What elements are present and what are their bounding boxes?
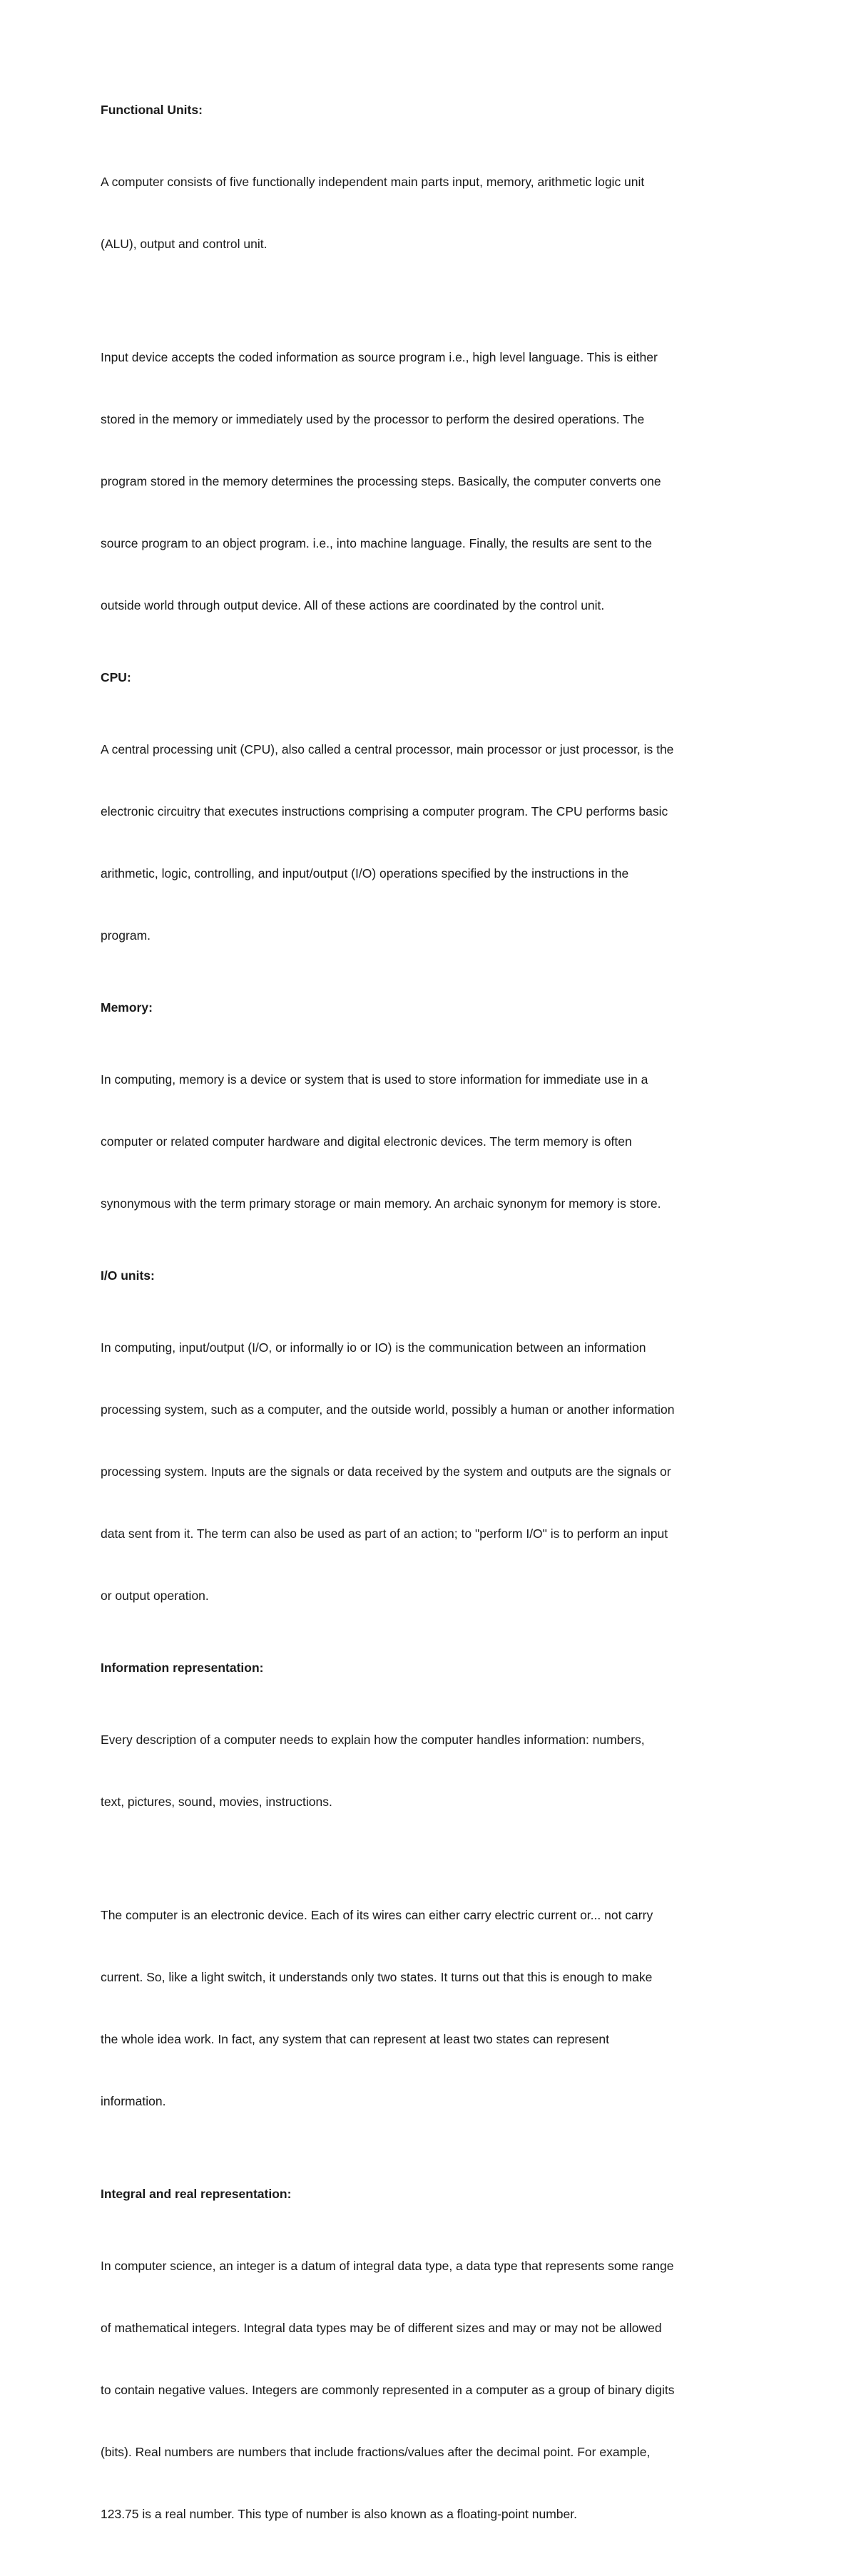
text-line: source program to an object program. i.e., into machine language. Finally, the results are sent to the	[101, 536, 653, 550]
paragraph	[101, 130, 755, 296]
text-line: A central processing unit (CPU), also called a central processor, main processor or just processor, is the	[101, 742, 674, 756]
text-line: In computing, input/output (I/O, or informally io or IO) is the communication between an information	[101, 1340, 646, 1355]
text-line: electronic circuitry that executes instructions comprising a computer program. The CPU performs basic	[101, 804, 668, 819]
text-line: information.	[101, 2094, 166, 2108]
paragraph	[101, 1864, 755, 2153]
text-line: stored in the memory or immediately used by the processor to perform the desired operations. The	[101, 412, 645, 426]
paragraph	[101, 2215, 755, 2566]
section-heading: I/O units:	[101, 1268, 155, 1283]
blank-line	[101, 2163, 755, 2184]
paragraph	[101, 698, 755, 987]
section-heading: Information representation:	[101, 1661, 264, 1675]
text-line: current. So, like a light switch, it understands only two states. It turns out that this is enough to make	[101, 1970, 653, 1984]
text-line: synonymous with the term primary storage or main memory. An archaic synonym for memory is store.	[101, 1196, 661, 1211]
paragraph	[101, 1296, 755, 1648]
text-line: of mathematical integers. Integral data types may be of different sizes and may or may not be allowed	[101, 2321, 662, 2335]
text-line: The computer is an electronic device. Each of its wires can either carry electric current or... not carry	[101, 1908, 653, 1922]
text-line: A computer consists of five functionally independent main parts input, memory, arithmetic logic unit	[101, 175, 645, 189]
text-line: text, pictures, sound, movies, instructions.	[101, 1795, 332, 1809]
text-line: processing system, such as a computer, and the outside world, possibly a human or another information	[101, 1402, 675, 1417]
text-line: program stored in the memory determines the processing steps. Basically, the computer converts one	[101, 474, 661, 488]
text-line: 123.75 is a real number. This type of number is also known as a floating-point number.	[101, 2507, 577, 2521]
document-body	[101, 100, 755, 2576]
text-line: arithmetic, logic, controlling, and input/output (I/O) operations specified by the instructions in the	[101, 866, 629, 881]
text-line: In computer science, an integer is a datum of integral data type, a data type that represents some range	[101, 2259, 674, 2273]
section-heading: Integral and real representation:	[101, 2187, 292, 2201]
text-line: data sent from it. The term can also be used as part of an action; to "perform I/O" is to perform an input	[101, 1526, 668, 1541]
text-line: Every description of a computer needs to explain how the computer handles information: numbers,	[101, 1733, 645, 1747]
text-line: to contain negative values. Integers are commonly represented in a computer as a group of binary digits	[101, 2383, 675, 2397]
text-line: program.	[101, 928, 151, 943]
paragraph	[101, 306, 755, 657]
text-line: Input device accepts the coded information as source program i.e., high level language. This is either	[101, 350, 658, 364]
text-line: outside world through output device. All of these actions are coordinated by the control unit.	[101, 598, 605, 612]
text-line: (ALU), output and control unit.	[101, 237, 268, 251]
text-line: computer or related computer hardware and digital electronic devices. The term memory is often	[101, 1134, 632, 1149]
text-line: In computing, memory is a device or system that is used to store information for immediate use in a	[101, 1072, 648, 1087]
text-line: or output operation.	[101, 1589, 209, 1603]
section-heading: Functional Units:	[101, 103, 203, 117]
paragraph	[101, 1028, 755, 1256]
text-line: the whole idea work. In fact, any system that can represent at least two states can represent	[101, 2032, 610, 2046]
paragraph	[101, 1688, 755, 1854]
section-heading: CPU:	[101, 670, 131, 684]
text-line: (bits). Real numbers are numbers that include fractions/values after the decimal point. For example,	[101, 2445, 651, 2459]
section-heading: Memory:	[101, 1000, 153, 1015]
text-line: processing system. Inputs are the signals or data received by the system and outputs are the signals or	[101, 1464, 671, 1479]
